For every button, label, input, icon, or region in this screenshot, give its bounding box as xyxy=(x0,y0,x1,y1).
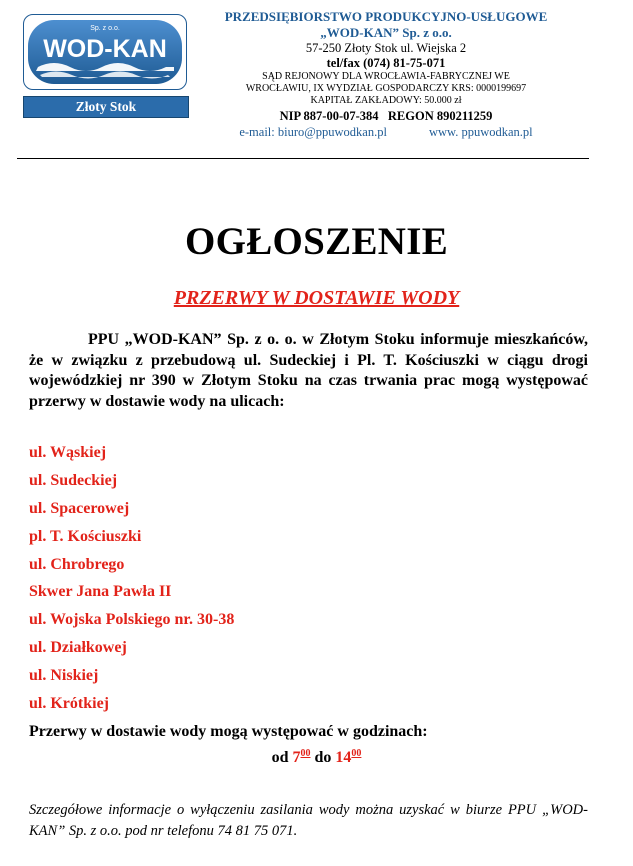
logo-city-bar: Złoty Stok xyxy=(23,96,189,118)
street-item: Skwer Jana Pawła II xyxy=(29,583,172,601)
street-item: ul. Chrobrego xyxy=(29,555,125,573)
logo-small-text: Sp. z o.o. xyxy=(90,25,120,32)
hours-intro: Przerwy w dostawie wody mogą występować w godzinach: xyxy=(29,723,428,740)
street-item: ul. Krótkiej xyxy=(29,695,109,713)
company-court-line2: WROCŁAWIU, IX WYDZIAŁ GOSPODARCZY KRS: 0000199697 xyxy=(245,83,527,94)
hours-to-time xyxy=(335,749,361,766)
company-website[interactable]: www. ppuwodkan.pl xyxy=(428,125,533,139)
notice-subtitle-text: PRZERWY W DOSTAWIE WODY xyxy=(173,287,460,309)
hours-to-minutes: 00 xyxy=(351,748,362,759)
company-name-line1: PRZEDSIĘBIORSTWO PRODUKCYJNO-USŁUGOWE xyxy=(224,9,548,24)
street-item: ul. Wojska Polskiego nr. 30-38 xyxy=(29,611,235,629)
street-item: ul. Wąskiej xyxy=(29,444,107,461)
company-email[interactable]: e-mail: biuro@ppuwodkan.pl xyxy=(239,125,387,139)
company-court-line1: SĄD REJONOWY DLA WROCŁAWIA-FABRYCZNEJ WE xyxy=(262,71,510,82)
notice-footer: Szczegółowe informacje o wyłączeniu zasilania wody można uzyskać w biurze PPU „WOD-KAN” Sp. z o.o. pod nr telefonu 74 81 75 071. xyxy=(29,802,588,839)
company-name-line2: „WOD-KAN” Sp. z o.o. xyxy=(320,25,452,40)
street-list xyxy=(29,443,234,722)
hours-from-time xyxy=(293,749,311,766)
notice-subtitle xyxy=(0,285,633,311)
logo-waves-graphic xyxy=(24,15,186,89)
company-regon: REGON 890211259 xyxy=(387,109,493,123)
street-item: ul. Sudeckiej xyxy=(29,471,118,489)
street-item: ul. Niskiej xyxy=(29,667,99,685)
street-item: pl. T. Kościuszki xyxy=(29,527,142,545)
notice-title: OGŁOSZENIE xyxy=(184,220,449,263)
company-logo xyxy=(20,14,188,120)
hours-to-hour: 14 xyxy=(335,749,352,766)
company-address: 57-250 Złoty Stok ul. Wiejska 2 xyxy=(305,41,467,55)
hours-from-hour: 7 xyxy=(292,749,301,766)
company-capital: KAPITAŁ ZAKŁADOWY: 50.000 zł xyxy=(310,95,462,106)
company-contact xyxy=(188,124,584,140)
logo-badge xyxy=(23,14,187,90)
company-tax-ids xyxy=(188,108,584,124)
hours-range xyxy=(0,747,633,769)
hours-from-word: od xyxy=(271,749,289,766)
logo-brand-text: WOD-KAN xyxy=(43,35,167,63)
company-telfax: tel/fax (074) 81-75-071 xyxy=(326,56,446,70)
hours-from-minutes: 00 xyxy=(300,748,311,759)
street-item: ul. Działkowej xyxy=(29,639,127,657)
street-item: ul. Spacerowej xyxy=(29,499,130,517)
header-divider xyxy=(17,158,589,159)
notice-body: PPU „WOD-KAN” Sp. z o. o. w Złotym Stoku informuje mieszkańców, że w związku z przebudową ul. Sudeckiej i Pl. T. Kościuszki w ciągu drogi wojewódzkiej nr 390 w Złotym Stoku na czas trwania prac mogą występować przerwy w dostawie wody na ulicach: xyxy=(29,331,588,410)
company-header xyxy=(188,9,584,140)
company-nip: NIP 887-00-07-384 xyxy=(279,109,379,123)
hours-to-word: do xyxy=(314,749,332,766)
